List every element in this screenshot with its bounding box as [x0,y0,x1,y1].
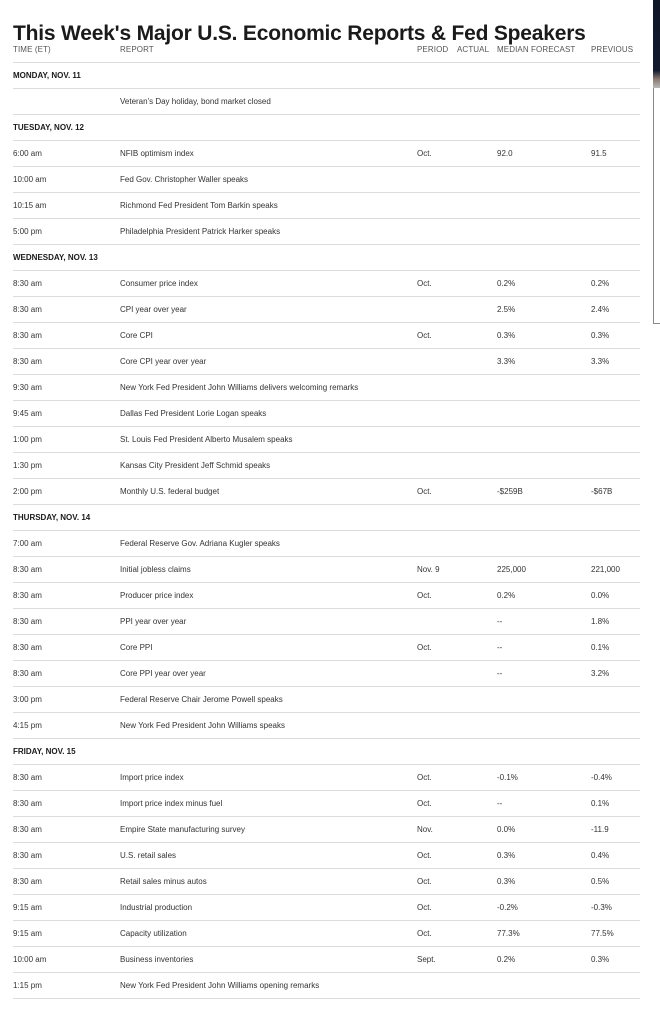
cell-previous: 0.1% [591,799,610,808]
table-row [13,869,640,895]
cell-previous: 3.2% [591,669,610,678]
cell-time: 8:30 am [13,331,42,340]
cell-median-forecast: -0.2% [497,903,518,912]
cell-period: Oct. [417,591,432,600]
cell-median-forecast: 2.5% [497,305,516,314]
table-row [13,765,640,791]
cell-period: Nov. [417,825,433,834]
cell-time: 8:30 am [13,357,42,366]
cell-report: Core PPI [120,643,153,652]
cell-period: Oct. [417,929,432,938]
cell-period: Oct. [417,643,432,652]
table-row [13,349,640,375]
cell-median-forecast: 92.0 [497,149,513,158]
table-row [13,947,640,973]
cell-report: St. Louis Fed President Alberto Musalem speaks [120,435,293,444]
table-row [13,193,640,219]
cell-report: PPI year over year [120,617,187,626]
column-header-actual: ACTUAL [457,45,490,54]
cell-report: New York Fed President John Williams opening remarks [120,981,320,990]
cell-median-forecast: -- [497,643,503,652]
cell-report: Import price index minus fuel [120,799,223,808]
day-label: WEDNESDAY, NOV. 13 [13,253,98,262]
cell-period: Nov. 9 [417,565,440,574]
cell-median-forecast: -0.1% [497,773,518,782]
cell-time: 1:30 pm [13,461,42,470]
table-row [13,557,640,583]
cell-previous: -11.9 [591,825,609,834]
table-row [13,453,640,479]
cell-time: 8:30 am [13,305,42,314]
cell-median-forecast: 77.3% [497,929,520,938]
cell-previous: 0.1% [591,643,610,652]
cell-period: Oct. [417,903,432,912]
table-row [13,297,640,323]
page-title: This Week's Major U.S. Economic Reports & Fed Speakers [13,22,586,46]
cell-previous: -$67B [591,487,613,496]
cell-report: Retail sales minus autos [120,877,207,886]
cell-period: Oct. [417,851,432,860]
table-row [13,219,640,245]
cell-period: Oct. [417,877,432,886]
table-body [13,63,640,999]
table-row [13,167,640,193]
column-header-median-forecast: MEDIAN FORECAST [497,45,576,54]
cell-median-forecast: -- [497,799,503,808]
column-header-period: PERIOD [417,45,449,54]
cell-median-forecast: 0.3% [497,851,516,860]
cell-median-forecast: 225,000 [497,565,526,574]
cell-median-forecast: -- [497,669,503,678]
cell-report: Kansas City President Jeff Schmid speaks [120,461,271,470]
column-header-time: TIME (ET) [13,45,51,54]
cell-time: 1:00 pm [13,435,42,444]
table-row [13,323,640,349]
table-row [13,531,640,557]
day-header [13,115,640,141]
cell-median-forecast: 3.3% [497,357,516,366]
cell-report: Federal Reserve Chair Jerome Powell speaks [120,695,283,704]
table-row [13,635,640,661]
cell-period: Oct. [417,773,432,782]
table-row [13,583,640,609]
table-row [13,271,640,297]
cell-report: Producer price index [120,591,194,600]
table-row [13,817,640,843]
cell-report: Federal Reserve Gov. Adriana Kugler speaks [120,539,280,548]
cell-report: Industrial production [120,903,193,912]
cell-previous: 3.3% [591,357,610,366]
cell-report: Philadelphia President Patrick Harker speaks [120,227,281,236]
cell-time: 4:15 pm [13,721,42,730]
cell-report: Core PPI year over year [120,669,206,678]
adjacent-image-fragment [653,0,660,88]
cell-period: Oct. [417,799,432,808]
table-row [13,401,640,427]
cell-time: 9:30 am [13,383,42,392]
cell-median-forecast: 0.0% [497,825,516,834]
cell-report: New York Fed President John Williams delivers welcoming remarks [120,383,359,392]
cell-median-forecast: -$259B [497,487,523,496]
cell-previous: 221,000 [591,565,620,574]
cell-previous: 2.4% [591,305,610,314]
cell-time: 8:30 am [13,565,42,574]
day-header [13,739,640,765]
cell-report: Monthly U.S. federal budget [120,487,220,496]
cell-median-forecast: 0.2% [497,279,516,288]
cell-report: Veteran's Day holiday, bond market closed [120,97,271,106]
cell-previous: 91.5 [591,149,607,158]
table-row [13,921,640,947]
day-label: FRIDAY, NOV. 15 [13,747,76,756]
cell-report: Core CPI [120,331,153,340]
cell-previous: 0.2% [591,279,610,288]
cell-time: 9:15 am [13,929,42,938]
cell-previous: 0.3% [591,331,610,340]
cell-period: Oct. [417,487,432,496]
cell-time: 8:30 am [13,643,42,652]
cell-time: 2:00 pm [13,487,42,496]
cell-period: Oct. [417,149,432,158]
column-header-previous: PREVIOUS [591,45,634,54]
table-row [13,427,640,453]
cell-previous: 1.8% [591,617,610,626]
table-row [13,713,640,739]
cell-median-forecast: 0.3% [497,331,516,340]
cell-report: CPI year over year [120,305,187,314]
cell-time: 8:30 am [13,279,42,288]
cell-time: 8:30 am [13,617,42,626]
cell-time: 5:00 pm [13,227,42,236]
table-row [13,141,640,167]
cell-time: 6:00 am [13,149,42,158]
cell-previous: 0.5% [591,877,610,886]
cell-time: 10:15 am [13,201,47,210]
cell-report: Import price index [120,773,184,782]
cell-time: 8:30 am [13,825,42,834]
cell-median-forecast: 0.2% [497,591,516,600]
cell-report: Richmond Fed President Tom Barkin speaks [120,201,278,210]
table-row [13,687,640,713]
cell-previous: -0.3% [591,903,612,912]
table-row [13,895,640,921]
edge-divider-line [653,88,654,323]
cell-report: Initial jobless claims [120,565,191,574]
cell-report: Core CPI year over year [120,357,207,366]
table-header [13,37,640,63]
cell-time: 8:30 am [13,669,42,678]
day-label: TUESDAY, NOV. 12 [13,123,84,132]
economic-calendar-table [13,37,640,999]
cell-previous: 0.3% [591,955,610,964]
cell-time: 8:30 am [13,591,42,600]
cell-period: Sept. [417,955,436,964]
cell-time: 8:30 am [13,773,42,782]
day-label: THURSDAY, NOV. 14 [13,513,91,522]
cell-report: Dallas Fed President Lorie Logan speaks [120,409,267,418]
cell-period: Oct. [417,331,432,340]
cell-time: 8:30 am [13,877,42,886]
table-row [13,843,640,869]
cell-time: 10:00 am [13,955,47,964]
cell-report: Consumer price index [120,279,198,288]
cell-report: NFIB optimism index [120,149,194,158]
cell-time: 9:45 am [13,409,42,418]
cell-previous: -0.4% [591,773,612,782]
cell-time: 8:30 am [13,799,42,808]
cell-report: Business inventories [120,955,194,964]
cell-previous: 0.0% [591,591,610,600]
cell-previous: 77.5% [591,929,614,938]
day-header [13,505,640,531]
table-row [13,375,640,401]
cell-report: Capacity utilization [120,929,187,938]
edge-divider-tick [653,323,660,324]
cell-time: 3:00 pm [13,695,42,704]
cell-median-forecast: -- [497,617,503,626]
table-row [13,973,640,999]
cell-report: New York Fed President John Williams speaks [120,721,285,730]
day-label: MONDAY, NOV. 11 [13,71,81,80]
column-header-report: REPORT [120,45,154,54]
table-row [13,791,640,817]
cell-period: Oct. [417,279,432,288]
day-header [13,245,640,271]
cell-previous: 0.4% [591,851,610,860]
cell-time: 7:00 am [13,539,42,548]
cell-median-forecast: 0.2% [497,955,516,964]
table-row [13,479,640,505]
cell-report: U.S. retail sales [120,851,177,860]
cell-report: Empire State manufacturing survey [120,825,245,834]
cell-time: 1:15 pm [13,981,42,990]
cell-median-forecast: 0.3% [497,877,516,886]
cell-time: 8:30 am [13,851,42,860]
table-row [13,661,640,687]
day-header [13,63,640,89]
cell-time: 9:15 am [13,903,42,912]
table-row [13,609,640,635]
cell-report: Fed Gov. Christopher Waller speaks [120,175,249,184]
cell-time: 10:00 am [13,175,47,184]
table-row [13,89,640,115]
